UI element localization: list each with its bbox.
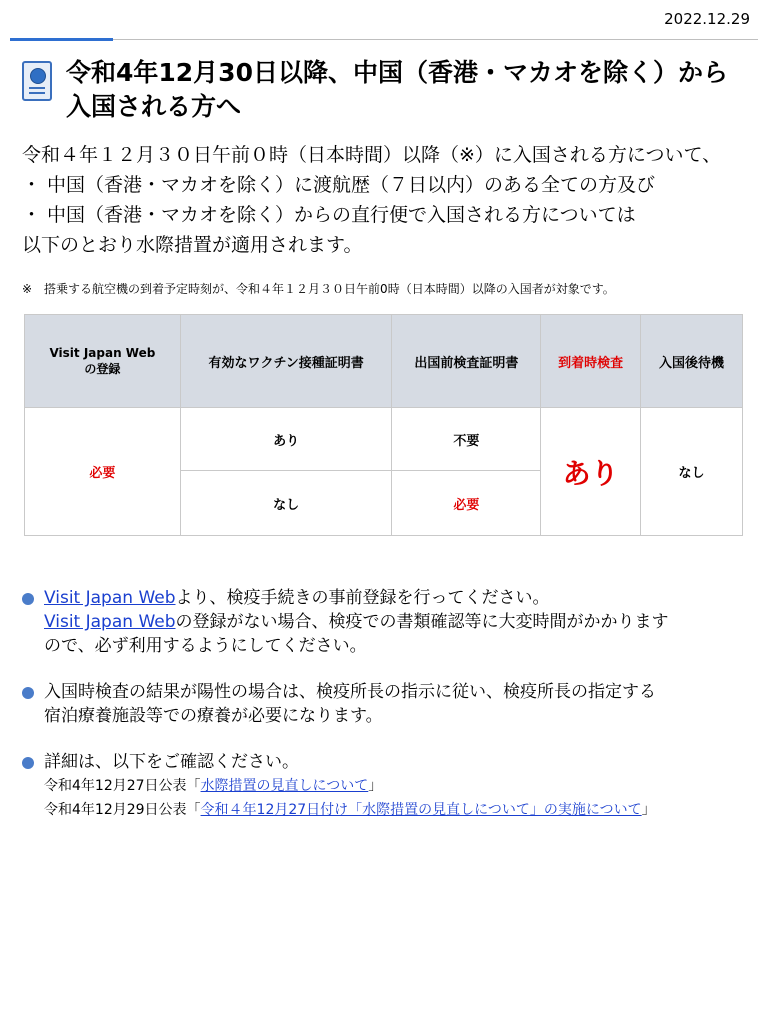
reference-link-1[interactable]: 水際措置の見直しについて [200, 778, 369, 794]
bullet-text: 宿泊療養施設等での療養が必要になります。 [44, 706, 383, 726]
cell-vjw-required: 必要 [25, 408, 181, 536]
requirements-table [24, 314, 743, 536]
header-rule-accent [10, 38, 113, 41]
cell-quarantine: なし [641, 408, 743, 536]
cell-vaccine-no: なし [180, 471, 392, 536]
visit-japan-web-link[interactable]: Visit Japan Web [44, 612, 176, 632]
list-item [22, 586, 752, 658]
document-date: 2022.12.29 [664, 10, 750, 28]
reference-link-2[interactable]: 令和４年12月27日付け「水際措置の見直しについて」の実施について [200, 802, 642, 818]
cell-pretest-not-required: 不要 [392, 408, 541, 471]
cell-arrival-test: あり [541, 408, 641, 536]
footnote: ※ 搭乗する航空機の到着予定時刻が、令和４年１２月３０日午前0時（日本時間）以降の入国者が対象です。 [22, 282, 615, 296]
lead-line: ・ 中国（香港・マカオを除く）に渡航歴（７日以内）のある全ての方及び [22, 174, 656, 196]
reference-text: 」 [368, 778, 383, 794]
header-quarantine: 入国後待機 [641, 315, 743, 408]
bullet-text: より、検疫手続きの事前登録を行ってください。 [175, 588, 550, 608]
title-line-1: 令和4年12月30日以降、中国（香港・マカオを除く）から [66, 58, 728, 87]
bullet-icon [22, 757, 34, 769]
list-item [22, 750, 752, 822]
lead-paragraph [22, 140, 752, 260]
bullet-text: ので、必ず利用するようにしてください。 [44, 636, 367, 656]
bullet-icon [22, 687, 34, 699]
list-item [22, 680, 752, 728]
header-rule [10, 39, 758, 40]
header-pretest: 出国前検査証明書 [392, 315, 541, 408]
reference-text: 」 [641, 802, 656, 818]
header-arrival-test: 到着時検査 [541, 315, 641, 408]
header-vjw: Visit Japan Web の登録 [25, 315, 181, 408]
title-line-2: 入国される方へ [66, 92, 242, 121]
reference-text: 令和4年12月27日公表「 [44, 778, 201, 794]
reference-text: 令和4年12月29日公表「 [44, 802, 201, 818]
page-title [66, 56, 756, 124]
cell-vaccine-yes: あり [180, 408, 392, 471]
bullet-text: 入国時検査の結果が陽性の場合は、検疫所長の指示に従い、検疫所長の指定する [44, 682, 656, 702]
bullet-text: 詳細は、以下をご確認ください。 [44, 752, 299, 772]
bullet-icon [22, 593, 34, 605]
lead-line: 以下のとおり水際措置が適用されます。 [22, 234, 363, 256]
cell-pretest-required: 必要 [392, 471, 541, 536]
lead-line: ・ 中国（香港・マカオを除く）からの直行便で入国される方については [22, 204, 636, 226]
bullet-list [22, 586, 752, 844]
bullet-text: の登録がない場合、検疫での書類確認等に大変時間がかかります [175, 612, 669, 632]
visit-japan-web-link[interactable]: Visit Japan Web [44, 588, 176, 608]
lead-line: 令和４年１２月３０日午前０時（日本時間）以降（※）に入国される方について、 [22, 144, 722, 166]
header-vaccine: 有効なワクチン接種証明書 [180, 315, 392, 408]
passport-icon [22, 61, 52, 101]
